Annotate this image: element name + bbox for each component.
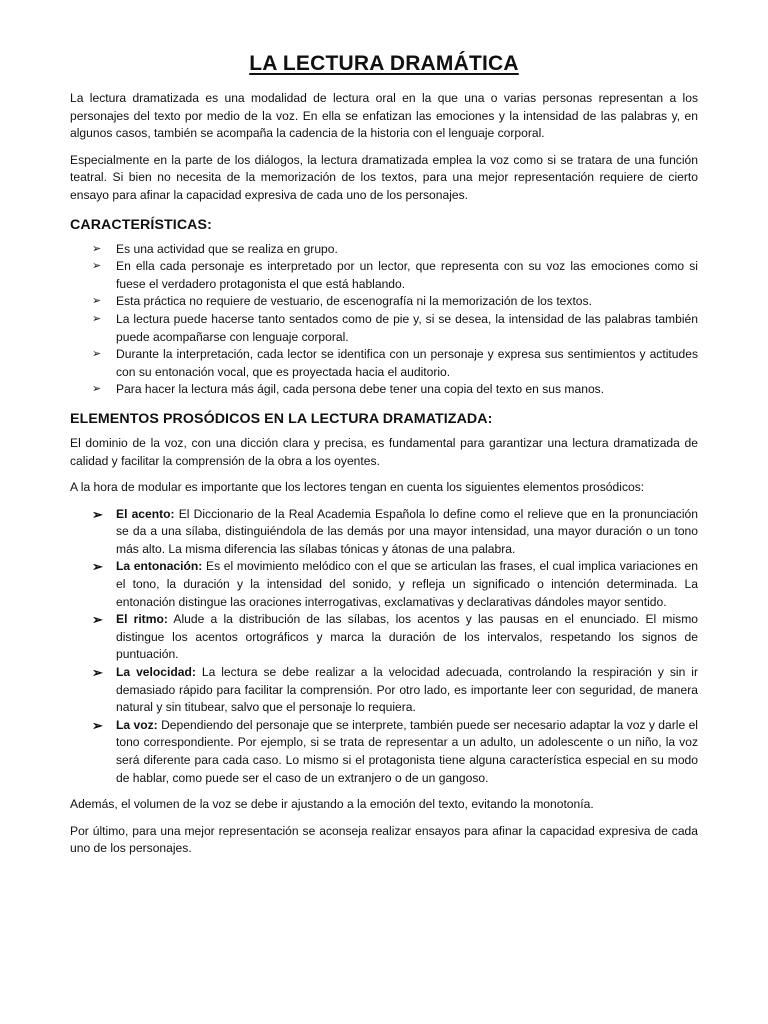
arrow-bullet-icon: ➢ xyxy=(92,348,102,361)
caracteristicas-list xyxy=(70,241,698,399)
list-item-text: La lectura puede hacerse tanto sentados como de pie y, si se desea, la intensidad de las palabras también puede acompañarse con lenguaje corporal. xyxy=(116,311,698,344)
arrow-bullet-icon: ➢ xyxy=(92,559,103,575)
section-paragraph: A la hora de modular es importante que los lectores tengan en cuenta los siguientes elementos prosódicos: xyxy=(70,480,645,495)
term-description: El Diccionario de la Real Academia Española lo define como el relieve que en la pronunciación se da a una sílaba, distinguiéndola de las demás por una mayor intensidad, una mayor duración o un tono más alto. La misma diferencia las sílabas tónicas y átonas de una palabra. xyxy=(116,506,698,556)
list-item xyxy=(70,611,698,664)
arrow-bullet-icon: ➢ xyxy=(92,612,103,628)
arrow-bullet-icon: ➢ xyxy=(92,506,103,522)
closing-paragraph: Además, el volumen de la voz se debe ir ajustando a la emoción del texto, evitando la monotonía. xyxy=(70,797,594,812)
prosodic-elements-list xyxy=(70,506,698,788)
closing-paragraph: Por último, para una mejor representación se aconseja realizar ensayos para afinar la capacidad expresiva de cada uno de los personajes. xyxy=(70,823,698,856)
list-item xyxy=(70,258,698,293)
arrow-bullet-icon: ➢ xyxy=(92,383,102,396)
term-description: La lectura se debe realizar a la velocidad adecuada, controlando la respiración y sin ir demasiado rápido para facilitar la comprensión. Por otro lado, es importante leer con seguridad, de manera natural y sin titubear, salvo que el personaje lo requiera. xyxy=(116,665,698,715)
arrow-bullet-icon: ➢ xyxy=(92,665,103,681)
arrow-bullet-icon: ➢ xyxy=(92,295,102,308)
list-item xyxy=(70,346,698,381)
list-item-text: Es una actividad que se realiza en grupo. xyxy=(116,241,338,256)
list-item xyxy=(70,293,698,311)
list-item-text: Para hacer la lectura más ágil, cada persona debe tener una copia del texto en sus manos. xyxy=(116,382,605,397)
section-heading-elementos: ELEMENTOS PROSÓDICOS EN LA LECTURA DRAMATIZADA: xyxy=(70,410,493,427)
list-item xyxy=(70,558,698,611)
term-label: El ritmo: xyxy=(116,612,168,627)
list-item xyxy=(70,311,698,346)
page-title: LA LECTURA DRAMÁTICA xyxy=(249,52,519,75)
list-item-text: En ella cada personaje es interpretado por un lector, que representa con su voz las emociones como si fuese el verdadero protagonista el que está hablando. xyxy=(116,259,698,291)
list-item xyxy=(70,506,698,559)
term-label: La velocidad: xyxy=(116,665,196,680)
arrow-bullet-icon: ➢ xyxy=(92,242,102,255)
intro-paragraph: Especialmente en la parte de los diálogos, la lectura dramatizada emplea la voz como si se tratara de una función teatral. Si bien no necesita de la memorización de los textos, para una mejor representación requiere de cierto ensayo para afinar la capacidad expresiva de cada uno de los personajes. xyxy=(70,152,698,202)
list-item-text: Durante la interpretación, cada lector se identifica con un personaje y expresa sus sentimientos y actitudes con su entonación vocal, que es proyectada hacia el auditorio. xyxy=(116,347,698,379)
section-heading-caracteristicas: CARACTERÍSTICAS: xyxy=(70,216,212,233)
arrow-bullet-icon: ➢ xyxy=(92,312,102,325)
term-label: La voz: xyxy=(116,717,158,732)
arrow-bullet-icon: ➢ xyxy=(92,260,102,273)
term-description: Alude a la distribución de las sílabas, los acentos y las pausas en el enunciado. El mismo distingue los acentos ortográficos y marca la duración de los intervalos, respetando los signos de puntuación. xyxy=(116,612,698,662)
term-description: Es el movimiento melódico con el que se articulan las frases, el cual implica variaciones en el tono, la duración y la intensidad del sonido, y refleja un significado o intención determinada. La entonación distingue las oraciones interrogativas, exclamativas y declarativas dándoles mayor sentido. xyxy=(116,559,698,609)
intro-paragraph: La lectura dramatizada es una modalidad de lectura oral en la que una o varias personas representan a los personajes del texto por medio de la voz. En ella se enfatizan las emociones y la intensidad de las palabras y, en algunos casos, también se acompaña la cadencia de la historia con el lenguaje corporal. xyxy=(70,91,698,141)
list-item xyxy=(70,664,698,717)
list-item xyxy=(70,381,698,399)
term-description: Dependiendo del personaje que se interprete, también puede ser necesario adaptar la voz y darle el tono correspondiente. Por ejemplo, si se trata de representar a un adulto, un adolescente o un niño, la voz será diferente para cada caso. Lo mismo si el protagonista tiene alguna característica especial en su modo de hablar, como puede ser el caso de un extranjero o de un gangoso. xyxy=(116,717,698,785)
list-item xyxy=(70,241,698,259)
arrow-bullet-icon: ➢ xyxy=(92,717,103,733)
list-item-text: Esta práctica no requiere de vestuario, de escenografía ni la memorización de los textos. xyxy=(116,294,592,309)
term-label: La entonación: xyxy=(116,559,203,574)
section-paragraph: El dominio de la voz, con una dicción clara y precisa, es fundamental para garantizar una lectura dramatizada de calidad y facilitar la comprensión de la obra a los oyentes. xyxy=(70,435,698,468)
term-label: El acento: xyxy=(116,506,175,521)
list-item xyxy=(70,717,698,787)
